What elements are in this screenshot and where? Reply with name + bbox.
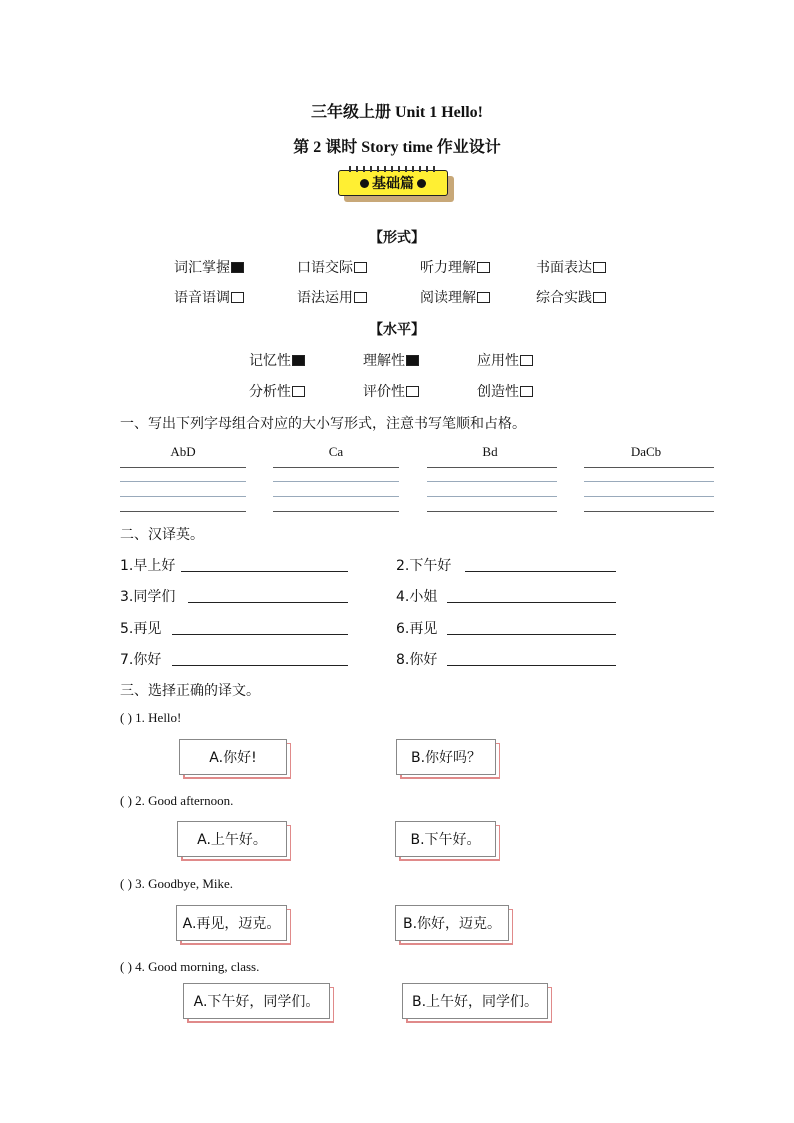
choice-question-4: ( ) 4. Good morning, class. (120, 959, 260, 974)
badge-dot-left-icon (360, 179, 369, 188)
level-option-evaluation[interactable]: 评价性 (363, 381, 419, 401)
choice-4-option-b[interactable]: B.上午好，同学们。 (402, 983, 548, 1019)
letter-group-3: Bd (482, 444, 498, 459)
checkbox-checked-icon[interactable] (406, 355, 419, 366)
checkbox-icon[interactable] (354, 292, 367, 303)
writing-lines-3[interactable] (427, 467, 557, 511)
translation-item-4: 4.小姐 (396, 589, 438, 605)
choice-3-option-a[interactable]: A.再见，迈克。 (176, 905, 287, 941)
choice-2-option-a[interactable]: A.上午好。 (177, 821, 287, 857)
answer-line-4[interactable] (447, 602, 616, 603)
question-2-heading: 二、汉译英。 (120, 527, 204, 543)
page-subtitle: 第 2 课时 Story time 作业设计 (293, 139, 501, 156)
checkbox-icon[interactable] (406, 386, 419, 397)
badge-dot-right-icon (417, 179, 426, 188)
answer-line-2[interactable] (465, 571, 616, 572)
checkbox-checked-icon[interactable] (292, 355, 305, 366)
answer-line-8[interactable] (447, 665, 616, 666)
checkbox-icon[interactable] (231, 292, 244, 303)
checkbox-icon[interactable] (477, 262, 490, 273)
choice-1-option-a[interactable]: A.你好! (179, 739, 287, 775)
translation-item-6: 6.再见 (396, 621, 438, 637)
checkbox-icon[interactable] (593, 292, 606, 303)
level-option-understanding[interactable]: 理解性 (363, 350, 419, 370)
page-title: 三年级上册 Unit 1 Hello! (311, 104, 483, 121)
form-option-grammar[interactable]: 语法运用 (297, 287, 367, 307)
level-option-memory[interactable]: 记忆性 (249, 350, 305, 370)
checkbox-icon[interactable] (520, 355, 533, 366)
question-3-heading: 三、选择正确的译文。 (120, 683, 260, 699)
form-heading: 【形式】 (369, 230, 425, 246)
translation-item-3: 3.同学们 (120, 589, 176, 605)
answer-line-5[interactable] (172, 634, 348, 635)
letter-group-4: DaCb (630, 444, 662, 459)
answer-line-6[interactable] (447, 634, 616, 635)
translation-item-7: 7.你好 (120, 652, 162, 668)
answer-line-7[interactable] (172, 665, 348, 666)
choice-2-option-b[interactable]: B.下午好。 (395, 821, 496, 857)
choice-question-3: ( ) 3. Goodbye, Mike. (120, 876, 234, 891)
writing-lines-2[interactable] (273, 467, 399, 511)
form-option-writing[interactable]: 书面表达 (536, 257, 606, 277)
checkbox-icon[interactable] (477, 292, 490, 303)
level-badge (338, 170, 456, 202)
level-option-analysis[interactable]: 分析性 (249, 381, 305, 401)
choice-1-option-b[interactable]: B.你好吗？ (396, 739, 496, 775)
translation-item-2: 2.下午好 (396, 558, 452, 574)
choice-question-2: ( ) 2. Good afternoon. (120, 793, 234, 808)
form-option-reading[interactable]: 阅读理解 (420, 287, 490, 307)
translation-item-5: 5.再见 (120, 621, 162, 637)
choice-4-option-a[interactable]: A.下午好，同学们。 (183, 983, 330, 1019)
checkbox-icon[interactable] (593, 262, 606, 273)
level-option-creation[interactable]: 创造性 (477, 381, 533, 401)
checkbox-checked-icon[interactable] (231, 262, 244, 273)
translation-item-8: 8.你好 (396, 652, 438, 668)
level-option-application[interactable]: 应用性 (477, 350, 533, 370)
choice-question-1: ( ) 1. Hello! (120, 710, 182, 725)
form-option-listening[interactable]: 听力理解 (420, 257, 490, 277)
choice-3-option-b[interactable]: B.你好，迈克。 (395, 905, 509, 941)
form-option-pronunciation[interactable]: 语音语调 (174, 287, 244, 307)
checkbox-icon[interactable] (354, 262, 367, 273)
checkbox-icon[interactable] (520, 386, 533, 397)
question-1-heading: 一、写出下列字母组合对应的大小写形式，注意书写笔顺和占格。 (120, 416, 526, 432)
answer-line-3[interactable] (188, 602, 348, 603)
level-heading: 【水平】 (369, 322, 425, 338)
form-option-practice[interactable]: 综合实践 (536, 287, 606, 307)
translation-item-1: 1.早上好 (120, 558, 176, 574)
answer-line-1[interactable] (181, 571, 348, 572)
letter-group-2: Ca (328, 444, 344, 459)
writing-lines-1[interactable] (120, 467, 246, 511)
letter-group-1: AbD (170, 444, 196, 459)
checkbox-icon[interactable] (292, 386, 305, 397)
form-option-vocabulary[interactable]: 词汇掌握 (174, 257, 244, 277)
badge-label: 基础篇 (372, 176, 414, 192)
writing-lines-4[interactable] (584, 467, 714, 511)
form-option-speaking[interactable]: 口语交际 (297, 257, 367, 277)
